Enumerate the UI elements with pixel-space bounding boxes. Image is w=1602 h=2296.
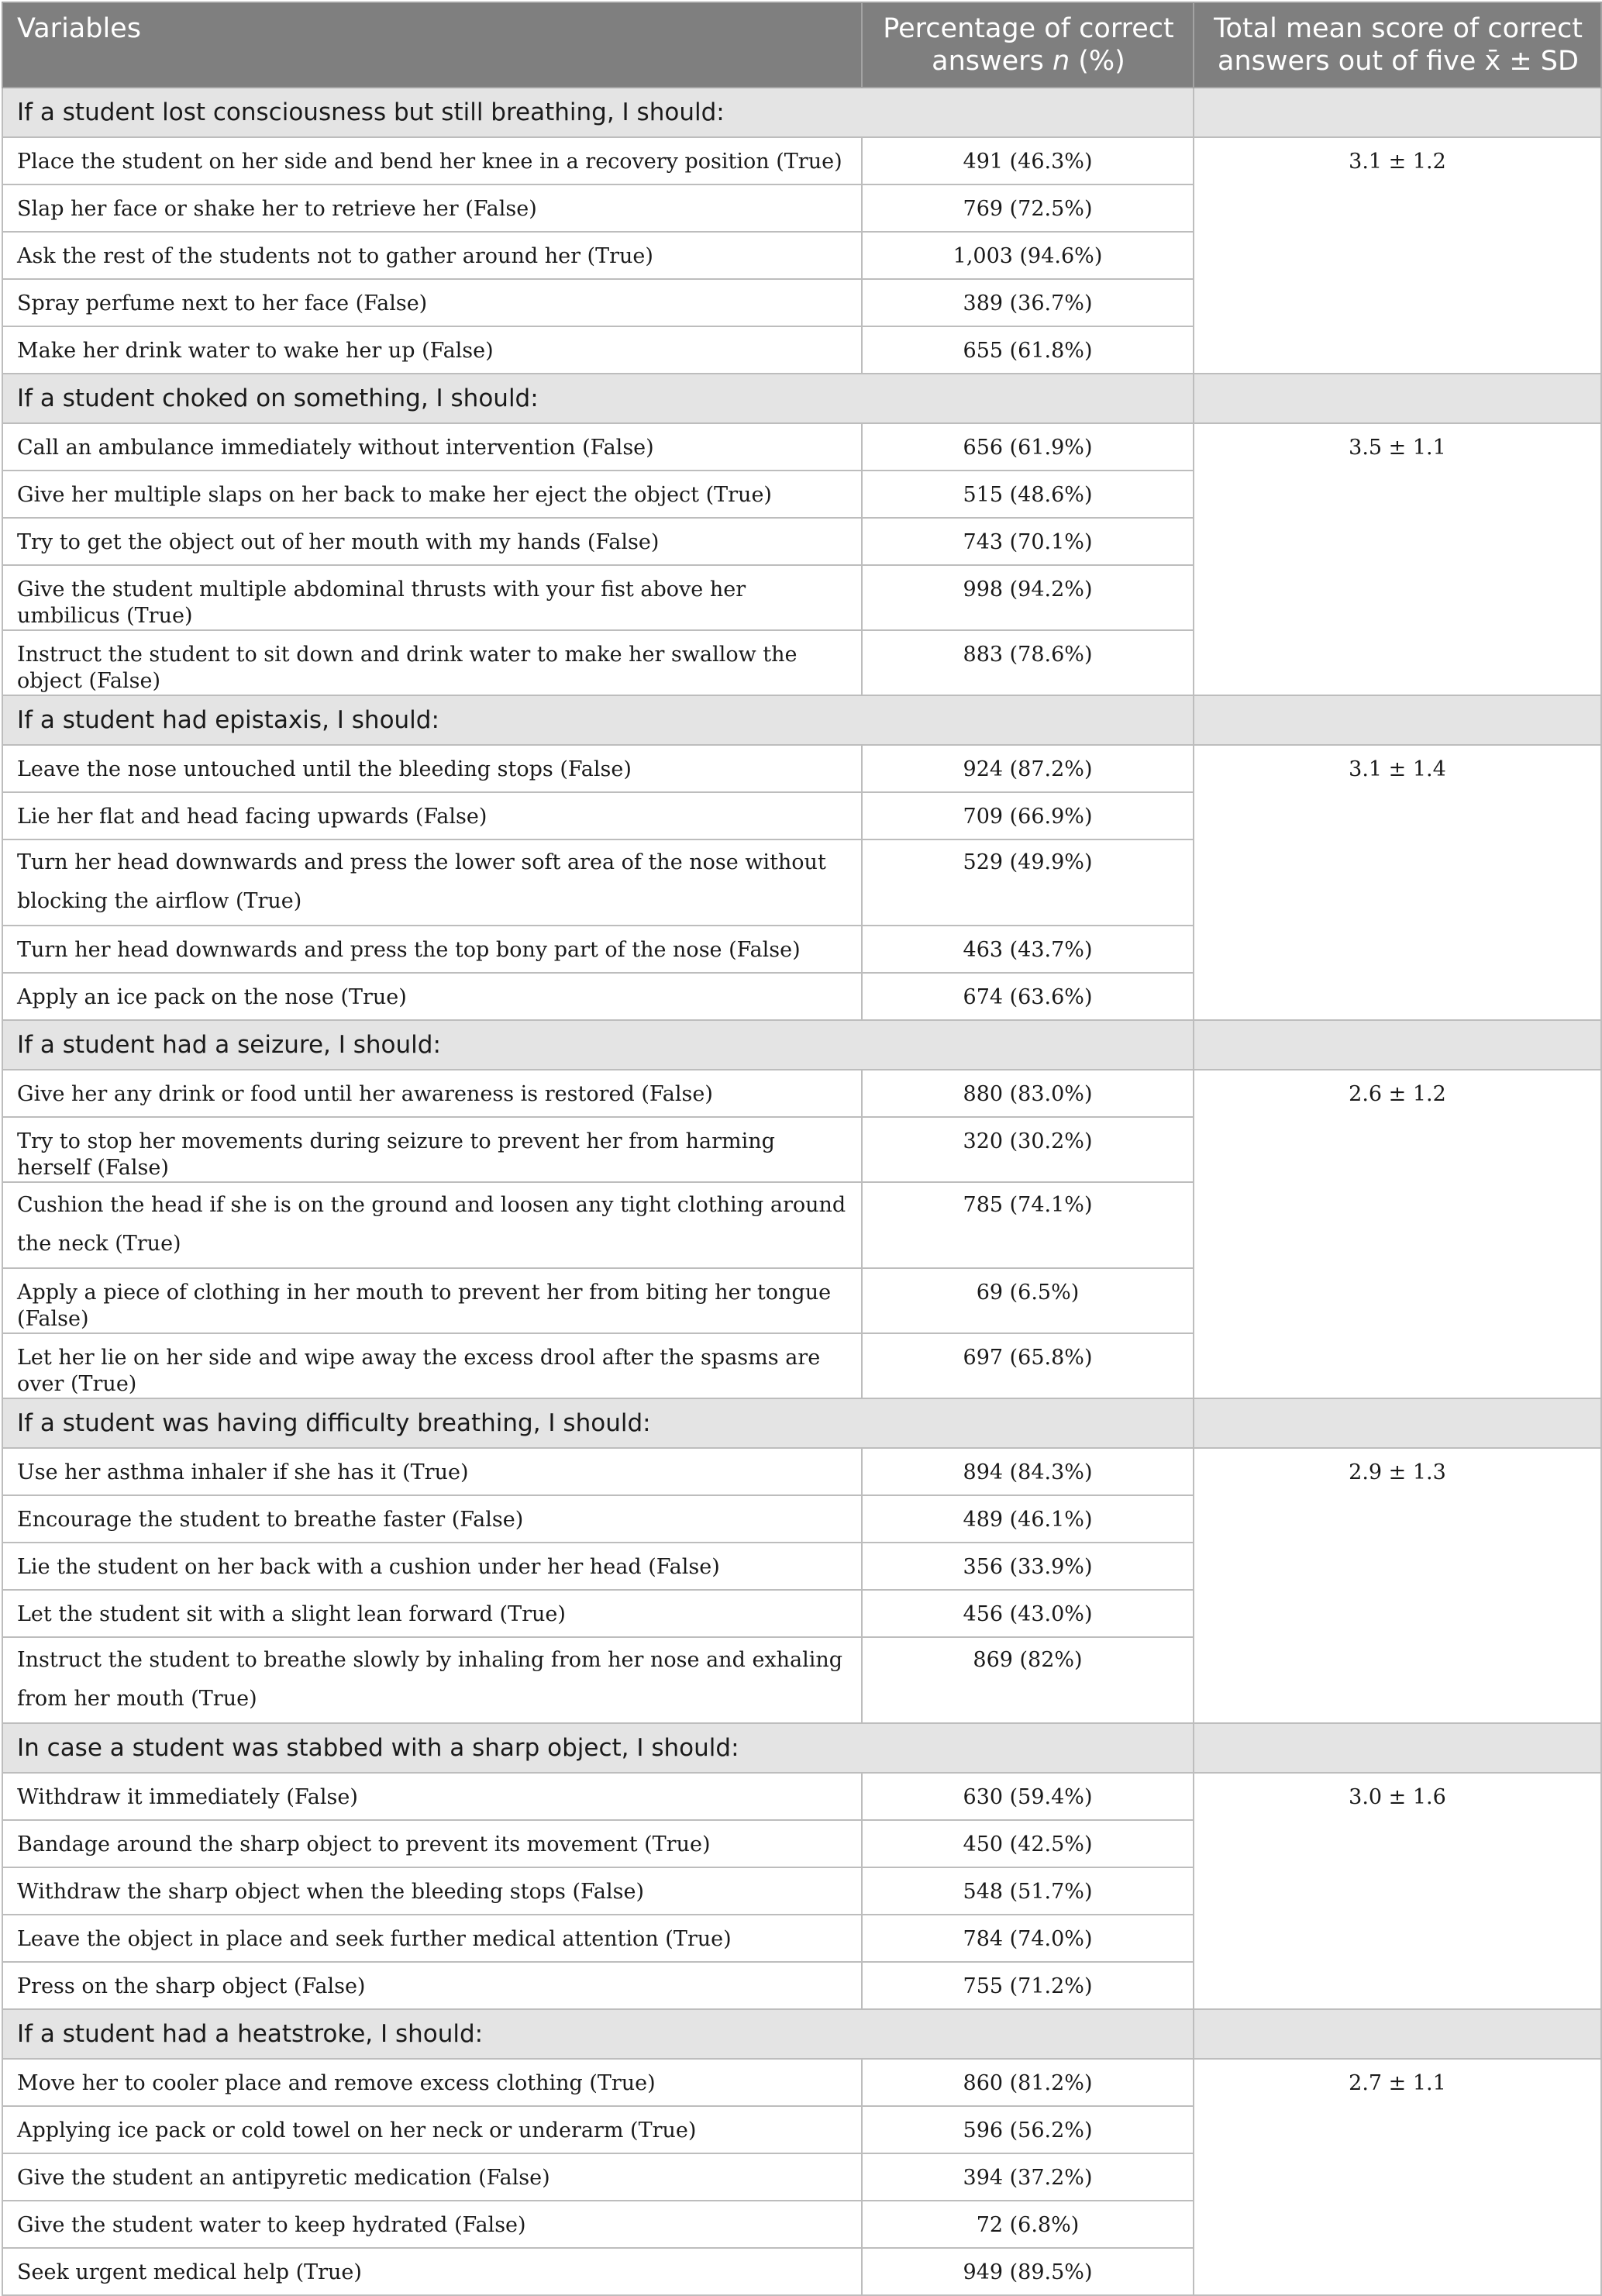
statement-cell: Instruct the student to sit down and drink water to make her swallow the object (False) bbox=[2, 630, 862, 695]
percentage-cell: 450 (42.5%) bbox=[862, 1820, 1194, 1867]
percentage-cell: 515 (48.6%) bbox=[862, 471, 1194, 518]
section-header-row bbox=[2, 88, 1601, 137]
section-title: If a student lost consciousness but still breathing, I should: bbox=[2, 88, 1194, 137]
percentage-cell: 69 (6.5%) bbox=[862, 1268, 1194, 1333]
mean-score-cell: 3.1 ± 1.2 bbox=[1194, 137, 1601, 374]
section-header-row bbox=[2, 695, 1601, 745]
percentage-cell: 883 (78.6%) bbox=[862, 630, 1194, 695]
mean-score-cell: 3.1 ± 1.4 bbox=[1194, 745, 1601, 1020]
section-header-empty-cell bbox=[1194, 1020, 1601, 1070]
statement-cell: Move her to cooler place and remove excess clothing (True) bbox=[2, 2059, 862, 2106]
section-title: If a student choked on something, I should: bbox=[2, 374, 1194, 423]
statement-cell: Applying ice pack or cold towel on her neck or underarm (True) bbox=[2, 2106, 862, 2153]
table-row bbox=[2, 423, 1601, 471]
statement-cell: Let her lie on her side and wipe away the excess drool after the spasms are over (True) bbox=[2, 1333, 862, 1398]
percentage-cell: 491 (46.3%) bbox=[862, 137, 1194, 184]
statement-cell: Give the student an antipyretic medication (False) bbox=[2, 2153, 862, 2201]
header-mean-line2: answers out of five x̄ ± SD bbox=[1218, 46, 1579, 77]
percentage-cell: 769 (72.5%) bbox=[862, 184, 1194, 232]
statement-cell: Apply a piece of clothing in her mouth to prevent her from biting her tongue (False) bbox=[2, 1268, 862, 1333]
statement-cell: Use her asthma inhaler if she has it (True) bbox=[2, 1448, 862, 1495]
table-row bbox=[2, 1773, 1601, 1820]
percentage-cell: 674 (63.6%) bbox=[862, 973, 1194, 1020]
section-title: If a student had a seizure, I should: bbox=[2, 1020, 1194, 1070]
header-percentage-line2-pre: answers bbox=[932, 46, 1052, 77]
percentage-cell: 489 (46.1%) bbox=[862, 1495, 1194, 1543]
header-mean-line1: Total mean score of correct bbox=[1214, 13, 1583, 44]
section-header-empty-cell bbox=[1194, 88, 1601, 137]
mean-score-cell: 2.6 ± 1.2 bbox=[1194, 1070, 1601, 1398]
table-row bbox=[2, 2059, 1601, 2106]
statement-cell: Give the student water to keep hydrated (False) bbox=[2, 2201, 862, 2248]
section-header-empty-cell bbox=[1194, 1723, 1601, 1773]
mean-score-cell: 2.9 ± 1.3 bbox=[1194, 1448, 1601, 1723]
statement-cell: Call an ambulance immediately without intervention (False) bbox=[2, 423, 862, 471]
percentage-cell: 655 (61.8%) bbox=[862, 326, 1194, 374]
section-header-row bbox=[2, 1398, 1601, 1448]
statement-cell: Withdraw it immediately (False) bbox=[2, 1773, 862, 1820]
header-percentage-n: n bbox=[1052, 46, 1070, 77]
table-header bbox=[2, 2, 1601, 88]
table-row bbox=[2, 1448, 1601, 1495]
percentage-cell: 320 (30.2%) bbox=[862, 1117, 1194, 1182]
section-title: In case a student was stabbed with a sharp object, I should: bbox=[2, 1723, 1194, 1773]
header-percentage-line1: Percentage of correct bbox=[883, 13, 1174, 44]
statement-cell: Ask the rest of the students not to gather around her (True) bbox=[2, 232, 862, 279]
statement-cell: Cushion the head if she is on the ground and loosen any tight clothing around the neck (True) bbox=[2, 1182, 862, 1268]
statement-cell: Give the student multiple abdominal thrusts with your fist above her umbilicus (True) bbox=[2, 565, 862, 630]
header-percentage bbox=[862, 2, 1194, 88]
section-header-row bbox=[2, 374, 1601, 423]
percentage-cell: 463 (43.7%) bbox=[862, 926, 1194, 973]
percentage-cell: 869 (82%) bbox=[862, 1637, 1194, 1723]
percentage-cell: 389 (36.7%) bbox=[862, 279, 1194, 326]
header-percentage-line2-post: (%) bbox=[1070, 46, 1125, 77]
statement-cell: Place the student on her side and bend her knee in a recovery position (True) bbox=[2, 137, 862, 184]
statement-cell: Apply an ice pack on the nose (True) bbox=[2, 973, 862, 1020]
statement-cell: Lie the student on her back with a cushion under her head (False) bbox=[2, 1543, 862, 1590]
mean-score-cell: 3.0 ± 1.6 bbox=[1194, 1773, 1601, 2009]
statement-cell: Leave the nose untouched until the bleeding stops (False) bbox=[2, 745, 862, 792]
statement-cell: Turn her head downwards and press the lower soft area of the nose without blocking the airflow (True) bbox=[2, 839, 862, 926]
percentage-cell: 529 (49.9%) bbox=[862, 839, 1194, 926]
percentage-cell: 656 (61.9%) bbox=[862, 423, 1194, 471]
section-title: If a student was having difficulty breathing, I should: bbox=[2, 1398, 1194, 1448]
section-header-empty-cell bbox=[1194, 2009, 1601, 2059]
percentage-cell: 1,003 (94.6%) bbox=[862, 232, 1194, 279]
statement-cell: Try to get the object out of her mouth with my hands (False) bbox=[2, 518, 862, 565]
header-row bbox=[2, 2, 1601, 88]
table-row bbox=[2, 745, 1601, 792]
percentage-cell: 456 (43.0%) bbox=[862, 1590, 1194, 1637]
section-title: If a student had epistaxis, I should: bbox=[2, 695, 1194, 745]
table-row bbox=[2, 1070, 1601, 1117]
percentage-cell: 894 (84.3%) bbox=[862, 1448, 1194, 1495]
first-aid-knowledge-table bbox=[2, 2, 1602, 2296]
percentage-cell: 743 (70.1%) bbox=[862, 518, 1194, 565]
mean-score-cell: 2.7 ± 1.1 bbox=[1194, 2059, 1601, 2295]
statement-cell: Let the student sit with a slight lean forward (True) bbox=[2, 1590, 862, 1637]
statement-cell: Encourage the student to breathe faster (False) bbox=[2, 1495, 862, 1543]
section-header-row bbox=[2, 2009, 1601, 2059]
percentage-cell: 860 (81.2%) bbox=[862, 2059, 1194, 2106]
percentage-cell: 785 (74.1%) bbox=[862, 1182, 1194, 1268]
statement-cell: Give her multiple slaps on her back to make her eject the object (True) bbox=[2, 471, 862, 518]
section-header-row bbox=[2, 1723, 1601, 1773]
statement-cell: Give her any drink or food until her awareness is restored (False) bbox=[2, 1070, 862, 1117]
percentage-cell: 924 (87.2%) bbox=[862, 745, 1194, 792]
table-row bbox=[2, 137, 1601, 184]
statement-cell: Try to stop her movements during seizure to prevent her from harming herself (False) bbox=[2, 1117, 862, 1182]
percentage-cell: 784 (74.0%) bbox=[862, 1915, 1194, 1962]
table-body bbox=[2, 88, 1601, 2295]
section-header-empty-cell bbox=[1194, 374, 1601, 423]
section-header-empty-cell bbox=[1194, 695, 1601, 745]
statement-cell: Leave the object in place and seek further medical attention (True) bbox=[2, 1915, 862, 1962]
percentage-cell: 356 (33.9%) bbox=[862, 1543, 1194, 1590]
percentage-cell: 880 (83.0%) bbox=[862, 1070, 1194, 1117]
percentage-cell: 697 (65.8%) bbox=[862, 1333, 1194, 1398]
header-mean-score bbox=[1194, 2, 1601, 88]
header-variables-label: Variables bbox=[17, 13, 141, 44]
mean-score-cell: 3.5 ± 1.1 bbox=[1194, 423, 1601, 695]
percentage-cell: 949 (89.5%) bbox=[862, 2248, 1194, 2295]
statement-cell: Bandage around the sharp object to prevent its movement (True) bbox=[2, 1820, 862, 1867]
percentage-cell: 596 (56.2%) bbox=[862, 2106, 1194, 2153]
percentage-cell: 998 (94.2%) bbox=[862, 565, 1194, 630]
section-header-row bbox=[2, 1020, 1601, 1070]
statement-cell: Spray perfume next to her face (False) bbox=[2, 279, 862, 326]
statement-cell: Make her drink water to wake her up (False) bbox=[2, 326, 862, 374]
statement-cell: Withdraw the sharp object when the bleeding stops (False) bbox=[2, 1867, 862, 1915]
percentage-cell: 72 (6.8%) bbox=[862, 2201, 1194, 2248]
statement-cell: Seek urgent medical help (True) bbox=[2, 2248, 862, 2295]
statement-cell: Press on the sharp object (False) bbox=[2, 1962, 862, 2009]
percentage-cell: 394 (37.2%) bbox=[862, 2153, 1194, 2201]
statement-cell: Instruct the student to breathe slowly by inhaling from her nose and exhaling from her mouth (True) bbox=[2, 1637, 862, 1723]
header-variables bbox=[2, 2, 862, 88]
statement-cell: Slap her face or shake her to retrieve her (False) bbox=[2, 184, 862, 232]
percentage-cell: 630 (59.4%) bbox=[862, 1773, 1194, 1820]
section-header-empty-cell bbox=[1194, 1398, 1601, 1448]
statement-cell: Lie her flat and head facing upwards (False) bbox=[2, 792, 862, 839]
section-title: If a student had a heatstroke, I should: bbox=[2, 2009, 1194, 2059]
percentage-cell: 548 (51.7%) bbox=[862, 1867, 1194, 1915]
percentage-cell: 709 (66.9%) bbox=[862, 792, 1194, 839]
statement-cell: Turn her head downwards and press the top bony part of the nose (False) bbox=[2, 926, 862, 973]
percentage-cell: 755 (71.2%) bbox=[862, 1962, 1194, 2009]
